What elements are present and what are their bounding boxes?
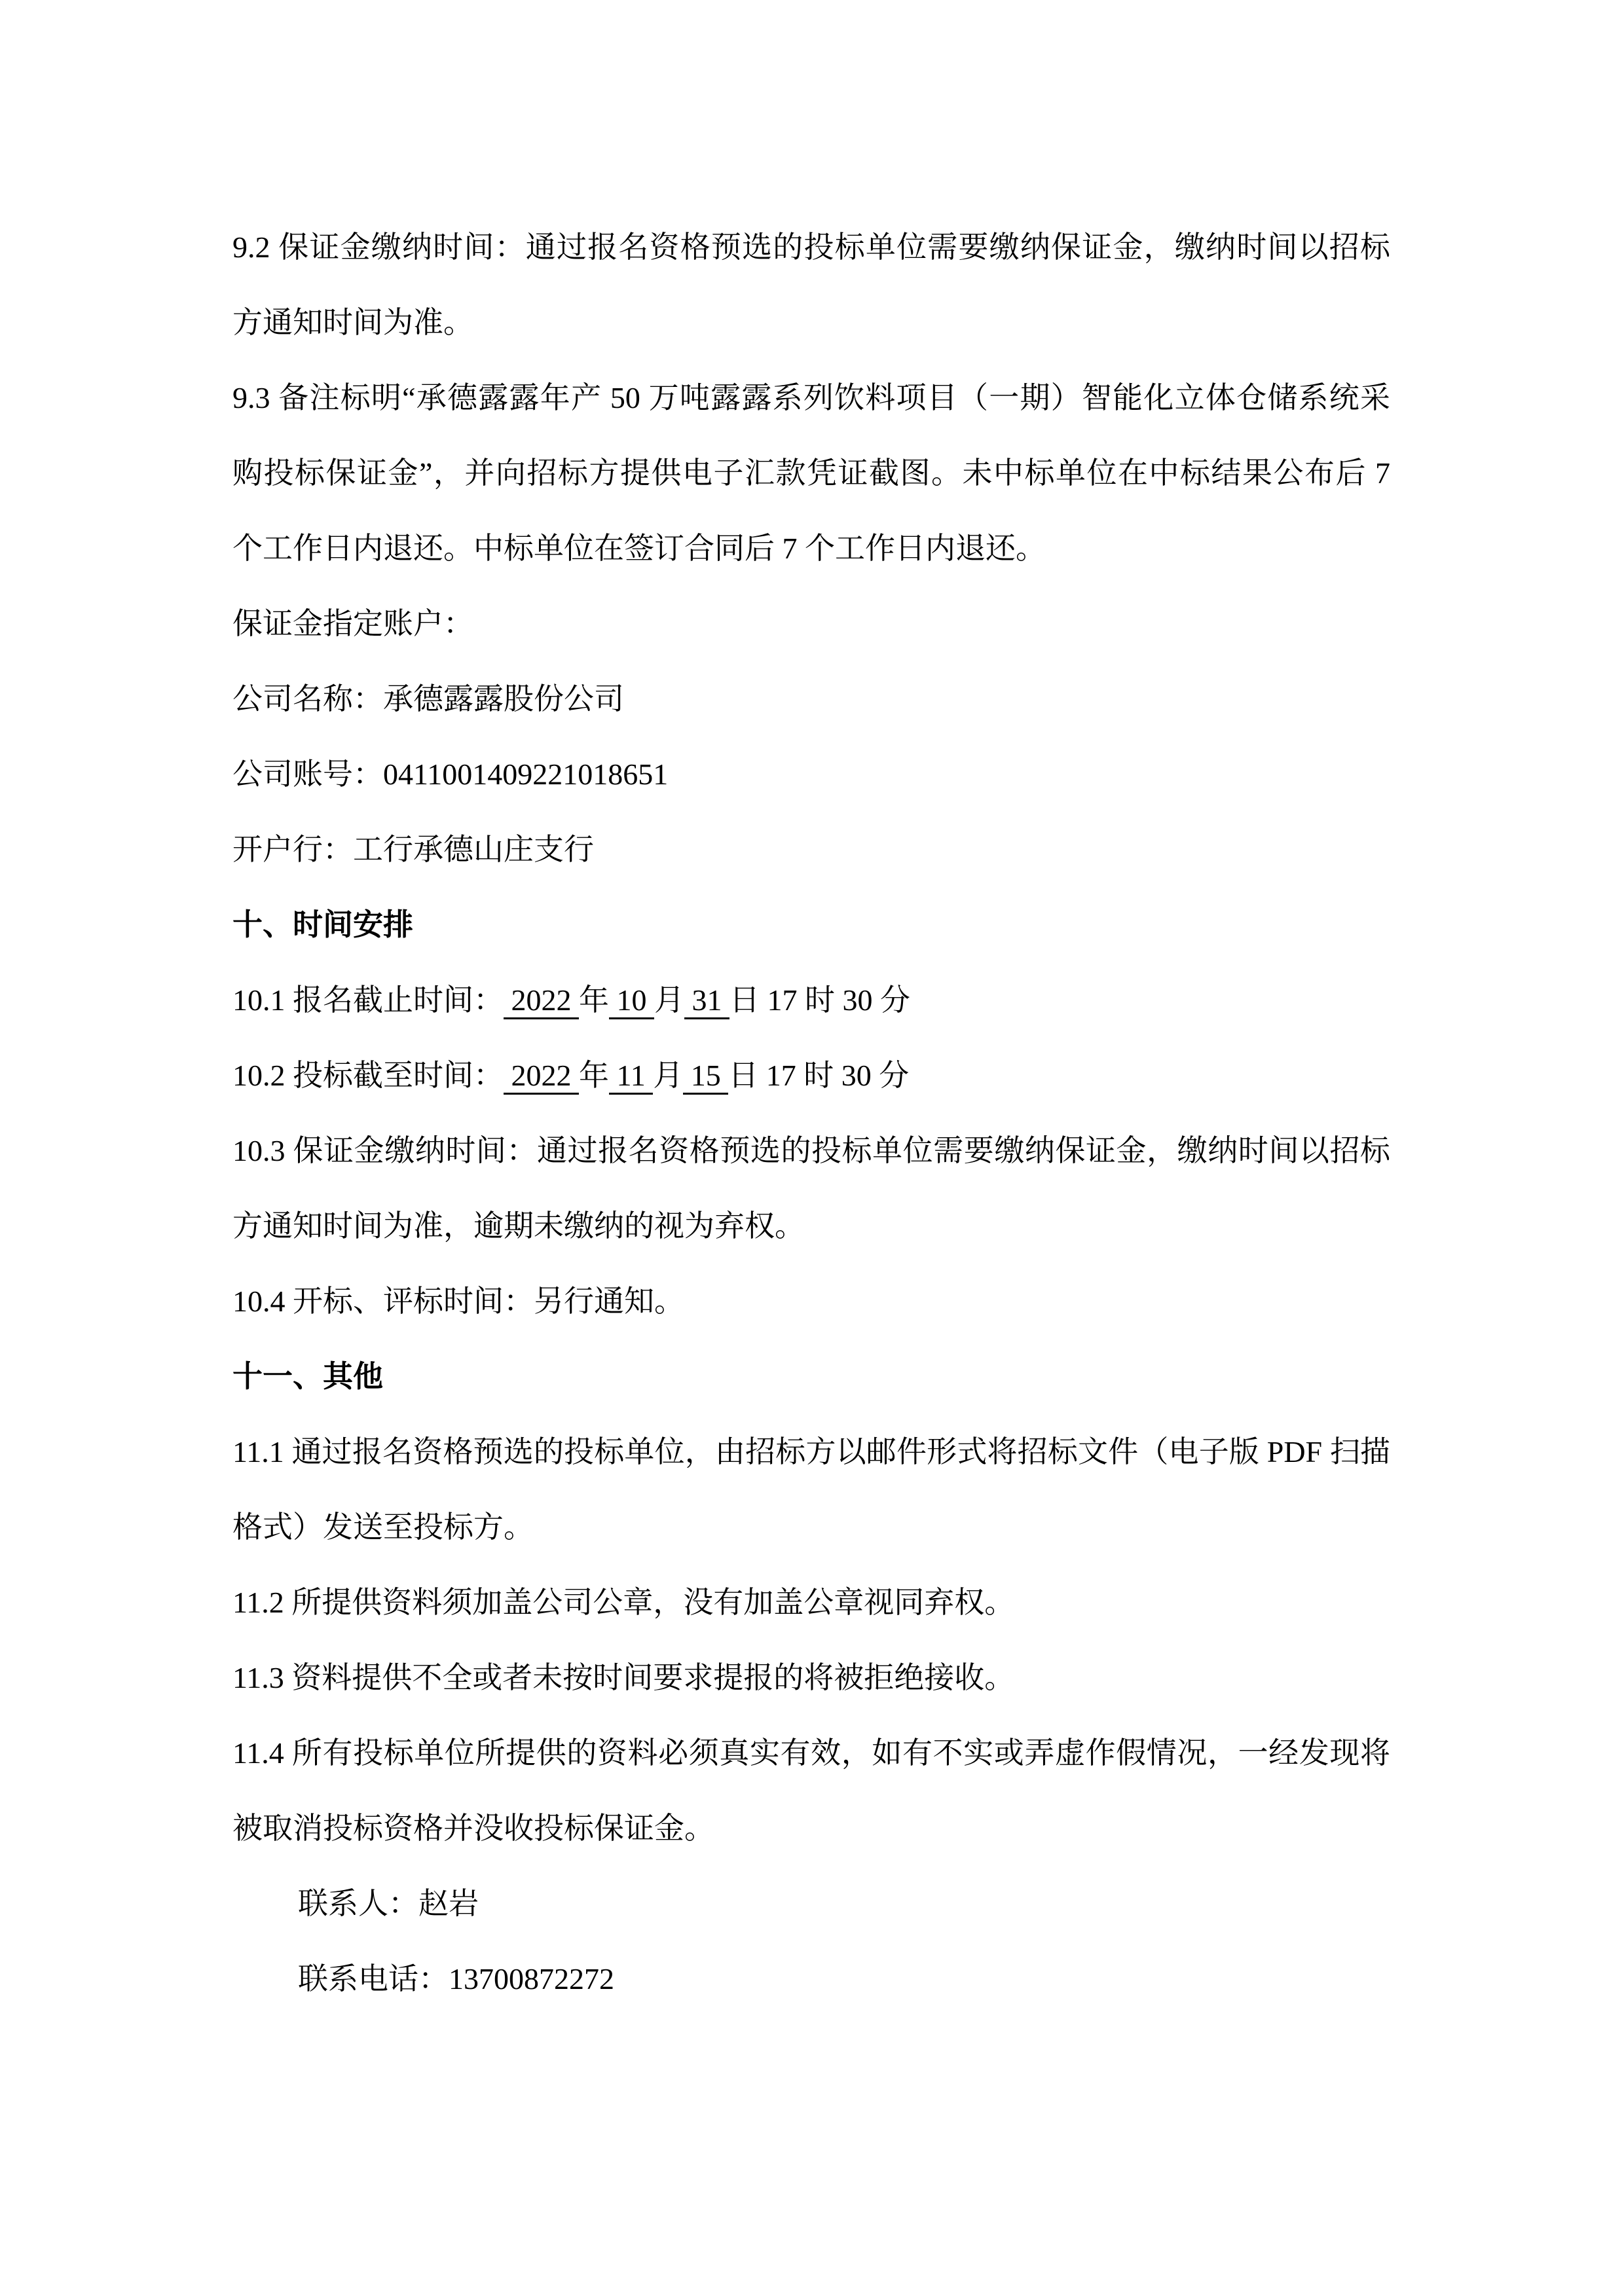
contact-phone-line: 联系电话：13700872272 bbox=[298, 1962, 614, 1995]
day-unit: 日 bbox=[729, 983, 760, 1017]
signup-deadline-year-blank: 2022 bbox=[504, 983, 579, 1019]
clause-10-4: 10.4 开标、评标时间：另行通知。 bbox=[232, 1285, 684, 1318]
day-unit: 日 bbox=[728, 1059, 759, 1092]
contact-person-line: 联系人：赵岩 bbox=[298, 1887, 479, 1920]
month-unit: 月 bbox=[653, 1059, 684, 1092]
clause-10-2 bbox=[232, 1038, 1390, 1113]
clause-9-2: 9.2 保证金缴纳时间：通过报名资格预选的投标单位需要缴纳保证金，缴纳时间以招标方通知时间为准。 bbox=[232, 230, 1390, 339]
bid-deadline-month-blank: 11 bbox=[609, 1059, 653, 1095]
company-name-line: 公司名称：承德露露股份公司 bbox=[232, 682, 624, 716]
clause-11-4: 11.4 所有投标单位所提供的资料必须真实有效，如有不实或弄虚作假情况，一经发现将被取消投标资格并没收投标保证金。 bbox=[232, 1736, 1390, 1845]
clause-10-1 bbox=[232, 962, 1390, 1038]
clause-11-3: 11.3 资料提供不全或者未按时间要求提报的将被拒绝接收。 bbox=[232, 1661, 1015, 1694]
bid-deadline-day-blank: 15 bbox=[683, 1059, 728, 1095]
signup-deadline-day-blank: 31 bbox=[684, 983, 729, 1019]
signup-deadline-time: 17 时 30 分 bbox=[760, 983, 910, 1017]
signup-deadline-label: 10.1 报名截止时间： bbox=[232, 983, 504, 1017]
year-unit: 年 bbox=[579, 1059, 609, 1092]
month-unit: 月 bbox=[654, 983, 684, 1017]
clause-11-2: 11.2 所提供资料须加盖公司公章，没有加盖公章视同弃权。 bbox=[232, 1586, 1015, 1619]
bid-deadline-year-blank: 2022 bbox=[504, 1059, 579, 1095]
bid-deadline-time: 17 时 30 分 bbox=[758, 1059, 910, 1092]
bid-deadline-label: 10.2 投标截至时间： bbox=[232, 1059, 504, 1092]
year-unit: 年 bbox=[579, 983, 609, 1017]
company-account-line: 公司账号：0411001409221018651 bbox=[232, 757, 669, 791]
clause-11-1: 11.1 通过报名资格预选的投标单位，由招标方以邮件形式将招标文件（电子版 PDF 扫描格式）发送至投标方。 bbox=[232, 1435, 1390, 1544]
clause-9-3: 9.3 备注标明“承德露露年产 50 万吨露露系列饮料项目（一期）智能化立体仓储系统采购投标保证金”，并向招标方提供电子汇款凭证截图。未中标单位在中标结果公布后 7 个工作日内退还。中标单位在签订合同后 7 个工作日内退还。 bbox=[232, 381, 1390, 565]
section-11-heading: 十一、其他 bbox=[232, 1360, 383, 1393]
clause-10-3: 10.3 保证金缴纳时间：通过报名资格预选的投标单位需要缴纳保证金，缴纳时间以招标方通知时间为准，逾期未缴纳的视为弃权。 bbox=[232, 1134, 1390, 1243]
bank-branch-line: 开户行：工行承德山庄支行 bbox=[232, 833, 594, 866]
deposit-account-header: 保证金指定账户： bbox=[232, 607, 473, 640]
signup-deadline-month-blank: 10 bbox=[609, 983, 654, 1019]
section-10-heading: 十、时间安排 bbox=[232, 908, 413, 941]
